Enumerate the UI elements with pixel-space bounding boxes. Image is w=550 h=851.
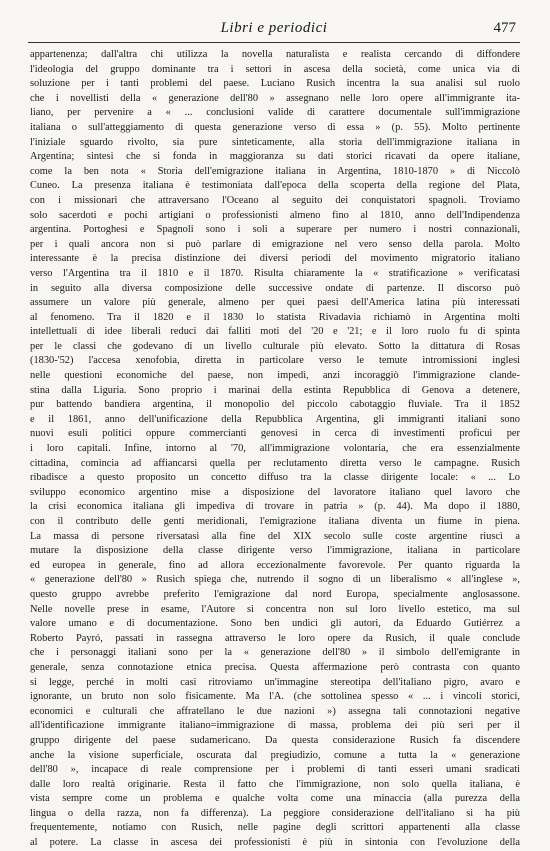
text-line: mutare la disposizione della classe dirigente verso l'immigrazione, italiana in particolare: [30, 545, 520, 557]
text-line: si legge, perché in molti casi ritroviamo un'immagine stereotipa dell'italiano pigro, avaro e: [30, 676, 520, 688]
text-line: con il contributo delle genti meridionali, l'emigrazione italiana diventa un fiume in piena.: [30, 516, 520, 527]
text-line: intellettuali di idee liberali reduci dai falliti moti del '20 e '21; e il loro ruolo fu di spinta: [30, 326, 520, 338]
text-line: nelle questioni economiche del paese, non impedì, anzi incoraggiò l'immigrazione clande-: [30, 370, 520, 382]
text-line: anche la visione superficiale, oscurata dal pregiudizio, comune a tutta la « generazione: [30, 749, 520, 761]
text-line: argentina. Portoghesi e Spagnoli sono i soli a superare per numero i nostri connazionali,: [30, 224, 520, 236]
text-line: soluzione per i tanti problemi del paese. Luciano Rusich incentra la sua analisi sul ruolo: [30, 78, 520, 90]
text-line: assumere un valore più generale, almeno per quei paesi dell'America latina più interessati: [30, 297, 520, 309]
text-line: solo sacerdoti e pochi artigiani o professionisti almeno fino al 1810, anno dell'Indipendenza: [30, 209, 520, 221]
text-line: nuovi esuli politici oppure commercianti genovesi in cerca di investimenti proficui per: [30, 428, 520, 440]
text-line: ed europea in generale, fino ad allora eccezionalmente favorevole. Per quanto riguarda la: [30, 559, 520, 571]
text-line: pur battendo bandiera argentina, il monopolio del piccolo cabotaggio fluviale. Tra il 1852: [30, 399, 520, 411]
text-line: l'iniziale sguardo rivolto, sia pure sinteticamente, alla storia dell'immigrazione italiana in: [30, 136, 520, 148]
text-line: sviluppo economico argentino mise a disposizione del lavoratore italiano quel lavoro che: [30, 486, 520, 498]
text-line: Nelle novelle prese in esame, l'Autore si concentra non sul loro livello estetico, ma sul: [30, 603, 520, 615]
text-line: ignorante, un bruto non solo fisicamente. Ma l'A. (che sottolinea spesso « ... i vincoli storici,: [30, 691, 520, 703]
text-line: al potere. La classe in ascesa dei professionisti è più in sintonia con l'evoluzione della: [30, 837, 520, 849]
text-line: vista sempre come un problema e qualche volta come una minaccia (alla purezza della: [30, 793, 520, 805]
text-line: i loro capitali. Infine, intorno al '70, all'immigrazione volontaria, che era essenzialmente: [30, 443, 520, 455]
text-line: gruppo dirigente del paese sudamericano. Da questa considerazione Rusich fa discendere: [30, 734, 520, 746]
text-line: « generazione dell'80 » Rusich spiega che, nutrendo il sogno di un liberalismo « all'inglese »,: [30, 574, 520, 586]
text-line: questo gruppo avrebbe preferito l'emigrazione dal nord Europa, specialmente anglosassone.: [30, 588, 520, 600]
page-number: 477: [493, 20, 516, 36]
text-line: per le classi che godevano di un livello culturale più elevato. Sotto la dittatura di Rosas: [30, 340, 520, 352]
text-line: per i quali ancora non si può parlare di emigrazione nel vero senso della parola. Molto: [30, 238, 520, 250]
text-line: appartenenza; dall'altra chi utilizza la novella naturalista e realista cercando di diffondere: [30, 49, 520, 60]
text-line: come la ben nota « Storia dell'emigrazione italiana in Argentina, 1810-1870 » di Niccolò: [30, 165, 520, 177]
text-line: Roberto Payró, passati in rassegna attraverso le loro opere da Rusich, il quale conclude: [30, 632, 520, 644]
text-line: all'identificazione immigrante italiano=immigrazione di massa, problema dei più seri per il: [30, 720, 520, 732]
running-header: [28, 14, 520, 40]
text-line: dalle loro realtà originarie. Resta il fatto che l'immigrazione, non solo quella italiana, è: [30, 778, 520, 790]
text-line: frequentemente, notiamo con Rusich, nelle pagine degli scrittori appartenenti alla classe: [30, 822, 520, 834]
text-line: stina dalla Liguria. Sono proprio i marinai della estinta Repubblica di Genova a detenere,: [30, 384, 520, 396]
article-body: [30, 48, 520, 851]
text-line: valore umano e di documentazione. Sono ben undici gli autori, da Eduardo Gutiérrez a: [30, 618, 520, 630]
text-line: liano, per pervenire a « ... conclusioni valide di carattere documentale sull'immigrazione: [30, 107, 520, 119]
text-line: (1830-'52) l'accesa xenofobia, diretta in particolare verso le temute intromissioni inglesi: [30, 355, 520, 367]
text-line: generale, senza connotazione etnica precisa. Questa affermazione però contrasta con quanto: [30, 661, 520, 673]
text-line: e il 1861, anno dell'unificazione della Repubblica Argentina, gli immigranti italiani sono: [30, 413, 520, 425]
text-line: verso l'Argentina tra il 1810 e il 1870. Risulta chiaramente la « stratificazione » verificatasi: [30, 267, 520, 279]
text-line: economici e culturali che affratellano le due nazioni ») assegna tali connotazioni negative: [30, 705, 520, 717]
text-line: dell'80 », incapace di reale comprensione per i problemi di tanti esseri umani sradicati: [30, 764, 520, 776]
text-line: l'ideologia del gruppo dominante tra i settori in ascesa della società, come unica via di: [30, 63, 520, 75]
header-rule: [28, 42, 520, 43]
text-line: la crisi economica italiana gli impediva di trovare in patria » (p. 44). Ma dopo il 1880,: [30, 501, 520, 513]
text-line: che i personaggi italiani sono per la « generazione dell'80 » il simbolo dell'emigrante in: [30, 647, 520, 659]
text-line: al fenomeno. Tra il 1820 e il 1830 lo statista Rivadavia richiamò in Argentina molti: [30, 311, 520, 323]
text-line: lingua o della razza, non fa differenza). La peggiore considerazione dell'italiano si ha più: [30, 807, 520, 819]
text-line: che i novellisti della « generazione dell'80 » assegnano nelle loro opere all'immigrante ita-: [30, 92, 520, 104]
text-line: ribadisce a questo proposito un concetto diffuso tra la classe dirigente locale: « ... Lo: [30, 472, 520, 484]
text-line: La massa di persone riversatasi alla fine del XIX secolo sulle coste argentine riuscì a: [30, 530, 520, 542]
text-line: Argentina; sintesi che si fonda in maggioranza su dati storici ricavati da opere italiane,: [30, 151, 520, 163]
section-title: Libri e periodici: [220, 20, 328, 36]
text-line: italiana o sull'atteggiamento di questa generazione verso di essa » (p. 55). Molto pertinente: [30, 121, 520, 133]
text-line: cittadina, comincia ad affiancarsi quella per reclutamento diretta verso le campagne. Rusich: [30, 457, 520, 469]
text-line: Cuneo. La presenza italiana è testimoniata dall'epoca della scoperta della regione del Plata,: [30, 180, 520, 192]
text-line: con i missionari che attraversano l'Oceano al seguito dei conquistatori spagnoli. Troviamo: [30, 194, 520, 206]
text-line: in seguito alla diversa composizione delle successive ondate di partenze. Il discorso può: [30, 282, 520, 294]
text-line: interessante è la precisa distinzione dei diversi periodi del movimento migratorio italiano: [30, 253, 520, 265]
